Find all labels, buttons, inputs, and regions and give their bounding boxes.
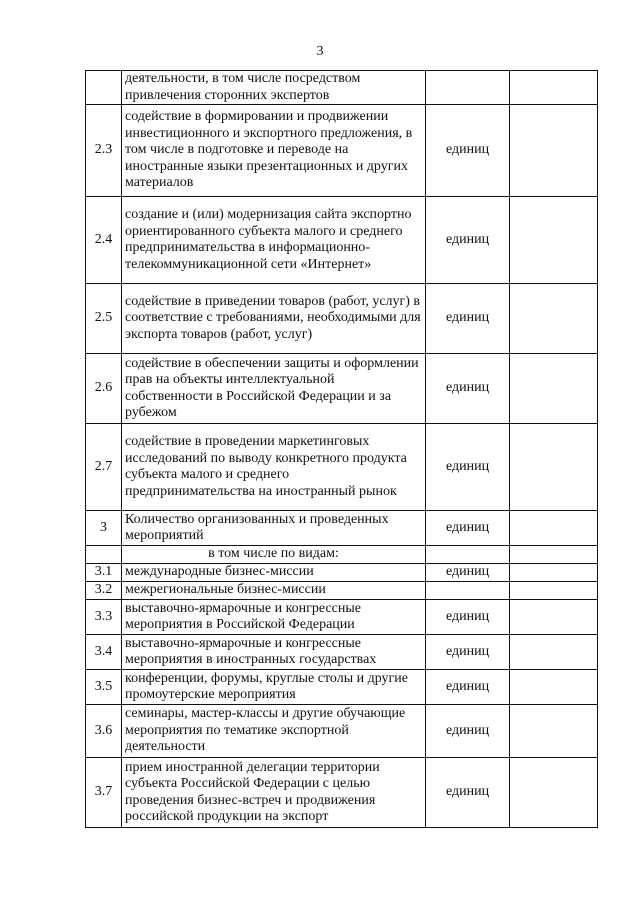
table-row (86, 670, 598, 705)
table-row (86, 582, 598, 600)
value-cell (510, 635, 598, 670)
indicator-name-cell: конференции, форумы, круглые столы и другие промоутерские мероприятия (122, 670, 426, 705)
indicators-table-body (86, 71, 598, 828)
row-number-cell: 3.5 (86, 670, 122, 705)
indicator-name-cell: выставочно-ярмарочные и конгрессные мероприятия в Российской Федерации (122, 600, 426, 635)
row-number-cell: 3 (86, 511, 122, 546)
table-row (86, 511, 598, 546)
row-number-cell: 2.7 (86, 424, 122, 511)
value-cell (510, 564, 598, 582)
table-row (86, 600, 598, 635)
row-number-cell: 3.6 (86, 705, 122, 758)
row-number-cell: 3.2 (86, 582, 122, 600)
row-number-cell: 2.6 (86, 354, 122, 424)
indicator-name-cell: содействие в формировании и продвижении инвестиционного и экспортного предложения, в том числе в подготовке и переводе на иностранные языки презентационных и других материалов (122, 105, 426, 197)
row-number-cell (86, 546, 122, 564)
row-number-cell: 2.4 (86, 197, 122, 284)
value-cell (510, 600, 598, 635)
unit-cell (426, 546, 510, 564)
row-number-cell: 2.5 (86, 284, 122, 354)
indicator-name-cell: содействие в обеспечении защиты и оформлении прав на объекты интеллектуальной собственности в Российской Федерации и за рубежом (122, 354, 426, 424)
table-row (86, 354, 598, 424)
value-cell (510, 758, 598, 828)
table-row (86, 71, 598, 105)
table-row (86, 705, 598, 758)
row-number-cell (86, 71, 122, 105)
unit-cell: единиц (426, 758, 510, 828)
indicator-name-cell: деятельности, в том числе посредством привлечения сторонних экспертов (122, 71, 426, 105)
indicator-name-cell: семинары, мастер-классы и другие обучающие мероприятия по тематике экспортной деятельности (122, 705, 426, 758)
indicator-name-cell: Количество организованных и проведенных мероприятий (122, 511, 426, 546)
indicator-name-cell: выставочно-ярмарочные и конгрессные мероприятия в иностранных государствах (122, 635, 426, 670)
table-row (86, 564, 598, 582)
unit-cell: единиц (426, 564, 510, 582)
unit-cell (426, 582, 510, 600)
indicator-name-cell: межрегиональные бизнес-миссии (122, 582, 426, 600)
value-cell (510, 582, 598, 600)
unit-cell: единиц (426, 670, 510, 705)
indicators-table (85, 70, 598, 828)
indicator-name-cell: международные бизнес-миссии (122, 564, 426, 582)
unit-cell: единиц (426, 105, 510, 197)
value-cell (510, 705, 598, 758)
table-row (86, 758, 598, 828)
value-cell (510, 197, 598, 284)
value-cell (510, 424, 598, 511)
unit-cell: единиц (426, 354, 510, 424)
unit-cell (426, 71, 510, 105)
unit-cell: единиц (426, 197, 510, 284)
unit-cell: единиц (426, 705, 510, 758)
unit-cell: единиц (426, 424, 510, 511)
value-cell (510, 354, 598, 424)
value-cell (510, 71, 598, 105)
unit-cell: единиц (426, 600, 510, 635)
indicator-name-cell: содействие в проведении маркетинговых исследований по выводу конкретного продукта субъекта малого и среднего предпринимательства на иностранный рынок (122, 424, 426, 511)
unit-cell: единиц (426, 284, 510, 354)
table-row (86, 284, 598, 354)
row-number-cell: 2.3 (86, 105, 122, 197)
table-row (86, 424, 598, 511)
page-number: 3 (316, 44, 324, 59)
value-cell (510, 511, 598, 546)
value-cell (510, 105, 598, 197)
indicator-name-cell: создание и (или) модернизация сайта экспортно ориентированного субъекта малого и среднего предпринимательства в информационно-телекоммуникационной сети «Интернет» (122, 197, 426, 284)
value-cell (510, 284, 598, 354)
indicator-name-cell: в том числе по видам: (122, 546, 426, 564)
row-number-cell: 3.3 (86, 600, 122, 635)
table-row (86, 546, 598, 564)
table-row (86, 105, 598, 197)
indicator-name-cell: содействие в приведении товаров (работ, услуг) в соответствие с требованиями, необходимыми для экспорта товаров (работ, услуг) (122, 284, 426, 354)
indicator-name-cell: прием иностранной делегации территории субъекта Российской Федерации с целью проведения бизнес-встреч и продвижения российской продукции на экспорт (122, 758, 426, 828)
row-number-cell: 3.4 (86, 635, 122, 670)
row-number-cell: 3.1 (86, 564, 122, 582)
table-row (86, 635, 598, 670)
unit-cell: единиц (426, 511, 510, 546)
unit-cell: единиц (426, 635, 510, 670)
row-number-cell: 3.7 (86, 758, 122, 828)
value-cell (510, 670, 598, 705)
table-row (86, 197, 598, 284)
value-cell (510, 546, 598, 564)
